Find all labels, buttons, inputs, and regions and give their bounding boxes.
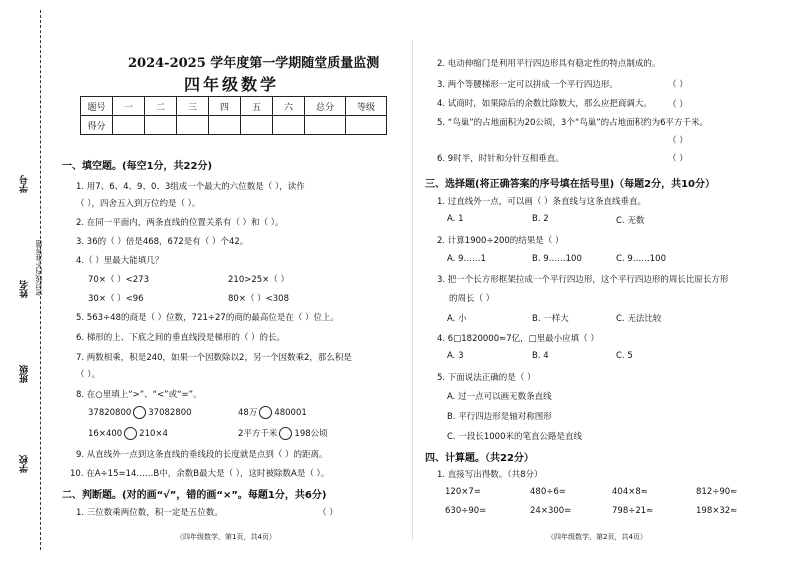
score-cell: 总分 [305,97,346,116]
compare-row-2b [238,427,328,440]
question-1b: （ ），四舍五入到万位约是（ ）。 [76,199,201,209]
compare-row-2 [88,427,168,440]
section-multiple-choice: 三、选择题(将正确答案的序号填在括号里)（每题2分，共10分） [425,179,716,190]
choice-5: 5. 下面说法正确的是（ ） [437,373,536,383]
choice-2: 2. 计算1900÷200的结果是（ ） [437,236,564,246]
score-header-row [81,97,387,116]
compare-value: 37082800 [148,408,192,418]
choice-option: C. 9……100 [616,254,666,264]
score-input[interactable] [241,116,273,135]
choice-option: C. 无法比较 [616,314,662,324]
exam-title: 2024-2025 学年度第一学期随堂质量监测 [128,56,380,71]
choice-3b: 的周长（ ） [449,294,495,304]
compare-value: 198公顷 [294,429,328,439]
exam-subject: 四年级数学 [184,75,280,94]
compare-row-1b [238,406,307,419]
choice-option: A. 9……1 [447,254,486,264]
answer-paren[interactable]: （ ） [668,100,688,110]
compare-value: 48万 [238,408,258,418]
score-input[interactable] [305,116,346,135]
question-6: 6. 梯形的上、下底之间的垂直线段是梯形的（ ）的长。 [76,333,286,343]
page-footer-left: （四年级数学，第1页，共4页） [176,533,276,541]
question-1a: 1. 用7、6、4、9、0、3组成一个最大的六位数是（ ），读作 [76,182,305,192]
question-4-item: 70×（ ）<273 [88,275,149,285]
judge-4: 4. 试商时，如果除后的余数比除数大，那么应把商调大。 [437,99,652,109]
question-9: 9. 从直线外一点到这条直线的垂线段的长度就是点到（ ）的距离。 [76,450,328,460]
score-cell: 题号 [81,97,113,116]
question-10: 10. 在A÷15=14……B中，余数B最大是（ ），这时被除数A是（ ）。 [70,469,330,479]
field-student-id: 学号 [20,175,30,193]
score-input[interactable] [113,116,145,135]
question-4: 4.（ ）里最大能填几？ [76,256,164,266]
score-input[interactable] [346,116,387,135]
score-value-row [81,116,387,135]
choice-option: A. 3 [447,351,464,361]
compare-row-1 [88,406,192,419]
choice-option: C. 无数 [616,216,645,226]
compare-circle[interactable] [279,427,292,440]
calc-item: 120×7= [445,487,481,497]
seal-note: 密封线内不准答题 [35,240,43,296]
score-cell: 一 [113,97,145,116]
compare-value: 480001 [274,408,307,418]
score-input[interactable] [209,116,241,135]
score-cell: 三 [177,97,209,116]
question-5: 5. 563÷48的商是（ ）位数，721÷27的商的最高位是在（ ）位上。 [76,313,340,323]
section-calculation: 四、计算题。（共22分） [425,453,534,464]
choice-option: C. 5 [616,351,633,361]
judge-2: 2. 电动伸缩门是利用平行四边形具有稳定性的特点制成的。 [437,59,661,69]
score-table [80,96,387,135]
judge-5: 5. “鸟巢”的占地面积为20公顷，3个“鸟巢”的占地面积约为6平方千米。 [437,118,709,128]
score-cell: 得分 [81,116,113,135]
compare-circle[interactable] [124,427,137,440]
compare-value: 210×4 [139,429,168,439]
choice-1: 1. 过直线外一点，可以画（ ）条直线与这条直线垂直。 [437,197,647,207]
question-3: 3. 36的（ ）倍是468，672是有（ ）个42。 [76,237,249,247]
answer-paren[interactable]: （ ） [668,154,688,164]
choice-3a: 3. 把一个长方形框架拉成一个平行四边形，这个平行四边形的周长比原长方形 [437,275,729,285]
score-cell: 五 [241,97,273,116]
judge-3: 3. 两个等腰梯形一定可以拼成一个平行四边形。 [437,80,618,90]
score-cell: 四 [209,97,241,116]
answer-paren[interactable]: （ ） [668,136,688,146]
compare-circle[interactable] [259,406,272,419]
section-fill-blank: 一、填空题。(每空1分，共22分) [62,161,213,172]
field-name: 姓名 [20,280,30,298]
question-7b: （ ）。 [76,370,100,380]
choice-option: A. 小 [447,314,467,324]
judge-6: 6. 9时半，时针和分针互相垂直。 [437,154,564,164]
compare-value: 37820800 [88,408,132,418]
question-4-item: 210>25×（ ） [228,275,289,285]
score-input[interactable] [273,116,305,135]
calc-item: 630÷90= [445,506,487,516]
judge-1: 1. 三位数乘两位数，积一定是五位数。 [76,508,223,518]
question-7a: 7. 两数相乘，积是240，如果一个因数除以2，另一个因数乘2，那么积是 [76,353,352,363]
section-true-false: 二、判断题。(对的画“√”，错的画“×”。每题1分，共6分) [62,490,327,501]
calc-item: 404×8≈ [612,487,648,497]
choice-option: A. 过一点可以画无数条直线 [447,392,552,402]
calc-item: 24×300= [530,506,572,516]
calc-item: 480÷6= [530,487,566,497]
choice-4: 4. 6□1820000≈7亿，□里最小应填（ ） [437,334,599,344]
page-footer-right: （四年级数学，第2页，共4页） [547,533,647,541]
choice-option: B. 9……100 [532,254,582,264]
score-input[interactable] [177,116,209,135]
compare-circle[interactable] [133,406,146,419]
calc-item: 812÷90≈ [696,487,738,497]
answer-paren[interactable]: （ ） [318,508,338,518]
calc-item: 198×32≈ [696,506,738,516]
choice-option: C. 一段长1000米的笔直公路是直线 [447,432,582,442]
answer-paren[interactable]: （ ） [668,80,688,90]
calc-instruction: 1. 直接写出得数。（共8分） [437,470,543,480]
field-class: 班级 [20,365,30,383]
field-school: 学校 [20,455,30,473]
question-2: 2. 在同一平面内，两条直线的位置关系有（ ）和（ ）。 [76,218,284,228]
score-input[interactable] [145,116,177,135]
compare-value: 2平方千米 [238,429,278,439]
question-8: 8. 在○里填上“>”、“<”或“=”。 [76,390,202,400]
choice-option: B. 平行四边形是轴对称图形 [447,412,552,422]
choice-option: B. 2 [532,214,549,224]
choice-option: B. 一样大 [532,314,569,324]
score-cell: 六 [273,97,305,116]
compare-value: 16×400 [88,429,123,439]
score-cell: 二 [145,97,177,116]
choice-option: A. 1 [447,214,464,224]
calc-item: 798÷21≈ [612,506,654,516]
question-4-item: 30×（ ）<96 [88,294,144,304]
column-divider [412,40,413,540]
question-4-item: 80×（ ）<308 [228,294,289,304]
score-cell: 等级 [346,97,387,116]
choice-option: B. 4 [532,351,549,361]
